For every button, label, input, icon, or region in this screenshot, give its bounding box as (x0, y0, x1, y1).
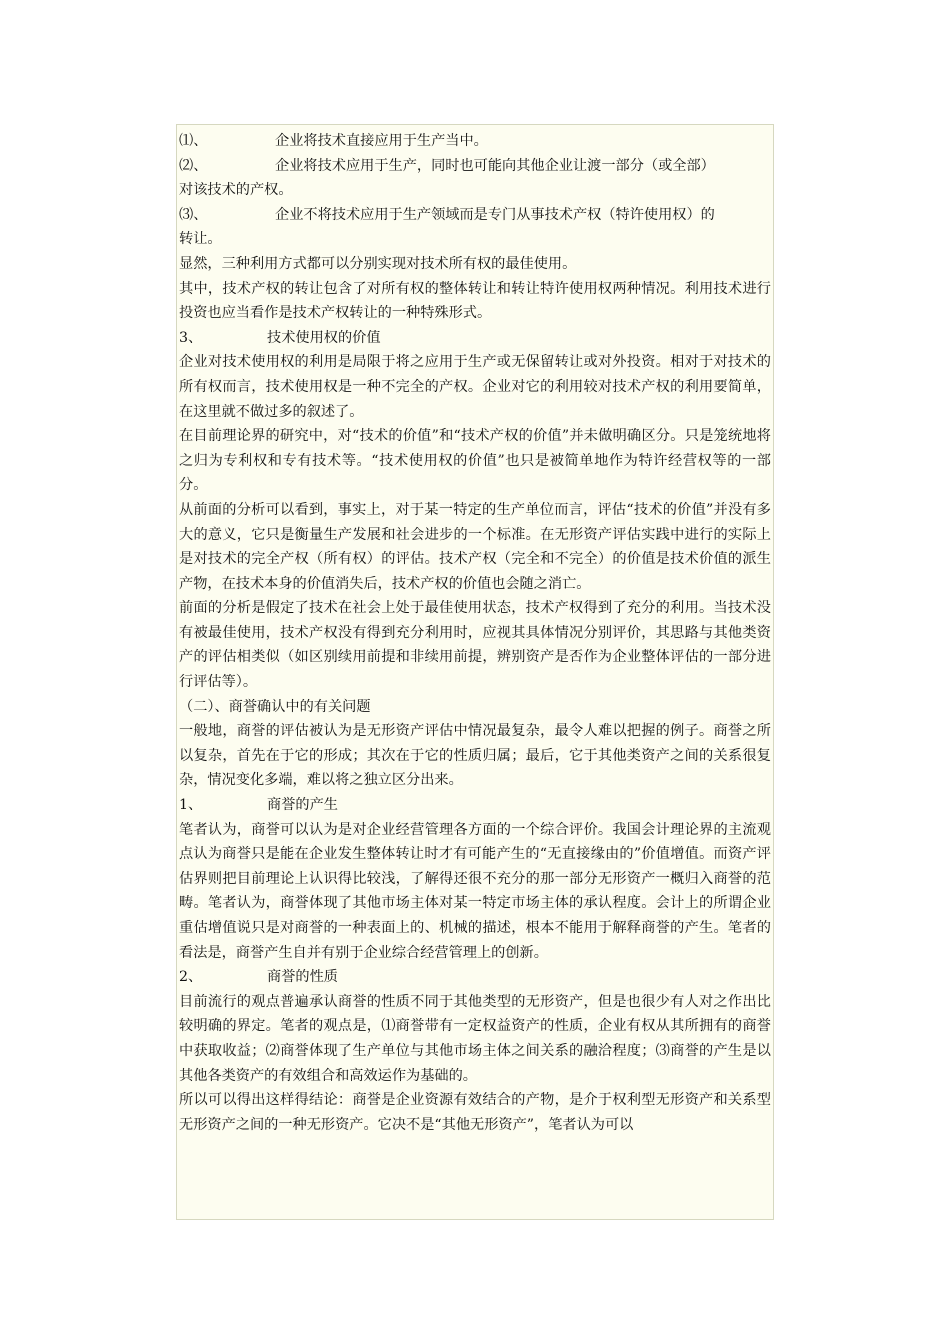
list-text: 企业将技术直接应用于生产当中。 (275, 133, 488, 149)
list-continuation: 转让。 (179, 231, 222, 248)
section-heading: （二）、商誉确认中的有关问题 (179, 698, 371, 715)
paragraph: 显然，三种利用方式都可以分别实现对技术所有权的最佳使用。 (179, 255, 577, 272)
paragraph: 前面的分析是假定了技术在社会上处于最佳使用状态，技术产权得到了充分的利用。当技术没有被最佳使用，技术产权没有得到充分利用时，应视其具体情况分别评价，其思路与其他类资产的评估相类似（如区别续用前提和非续用前提，辨别资产是否作为企业整体评估的一部分进行评估等）。 (179, 600, 771, 691)
subheading-title: 商誉的产生 (267, 797, 338, 814)
subheading-number: 3、 (179, 329, 203, 346)
paragraph: 从前面的分析可以看到，事实上，对于某一特定的生产单位而言，评估“技术的价值”并没有多大的意义，它只是衡量生产发展和社会进步的一个标准。在无形资产评估实践中进行的实际上是对技术的完全产权（所有权）的评估。技术产权（完全和不完全）的价值是技术价值的派生产物，在技术本身的价值消失后，技术产权的价值也会随之消亡。 (179, 501, 771, 592)
subheading-title: 商誉的性质 (267, 969, 338, 986)
list-number: ⑵、 (179, 157, 208, 174)
paragraph: 目前流行的观点普遍承认商誉的性质不同于其他类型的无形资产，但是也很少有人对之作出比较明确的界定。笔者的观点是，⑴商誉带有一定权益资产的性质，企业有权从其所拥有的商誉中获取收益；⑵商誉体现了生产单位与其他市场主体之间关系的融洽程度；⑶商誉的产生是以其他各类资产的有效组合和高效运作为基础的。 (179, 993, 771, 1084)
document-frame (176, 124, 774, 1220)
subheading (179, 326, 771, 351)
paragraph: 企业对技术使用权的利用是局限于将之应用于生产或无保留转让或对外投资。相对于对技术的所有权而言，技术使用权是一种不完全的产权。企业对它的利用较对技术产权的利用要简单，在这里就不做过多的叙述了。 (179, 354, 771, 420)
list-item (179, 203, 771, 228)
subheading-number: 1、 (179, 797, 203, 814)
list-text: 企业不将技术应用于生产领域而是专门从事技术产权（特许使用权）的 (275, 206, 715, 223)
subheading (179, 965, 771, 990)
document-body (177, 125, 773, 1137)
paragraph: 笔者认为，商誉可以认为是对企业经营管理各方面的一个综合评价。我国会计理论界的主流观点认为商誉只是能在企业发生整体转让时才有可能产生的“无直接缘由的”价值增值。而资产评估界则把目前理论上认识得比较浅，了解得还很不充分的那一部分无形资产一概归入商誉的范畴。笔者认为，商誉体现了其他市场主体对某一特定市场主体的承认程度。会计上的所谓企业重估增值说只是对商誉的一种表面上的、机械的描述，根本不能用于解释商誉的产生。笔者的看法是，商誉产生自并有别于企业综合经营管理上的创新。 (179, 821, 771, 961)
paragraph: 其中，技术产权的转让包含了对所有权的整体转让和转让特许使用权两种情况。利用技术进行投资也应当看作是技术产权转让的一种特殊形式。 (179, 280, 771, 322)
list-number: ⑴、 (179, 133, 208, 149)
list-number: ⑶、 (179, 206, 208, 223)
paragraph: 在目前理论界的研究中，对“技术的价值”和“技术产权的价值”并未做明确区分。只是笼统地将之归为专利权和专有技术等。“技术使用权的价值”也只是被简单地作为特许经营权等的一部分。 (179, 428, 771, 494)
subheading-number: 2、 (179, 969, 203, 986)
list-text: 企业将技术应用于生产，同时也可能向其他企业让渡一部分（或全部） (275, 157, 715, 174)
list-item (179, 154, 771, 179)
list-continuation: 对该技术的产权。 (179, 182, 293, 199)
subheading (179, 793, 771, 818)
paragraph: 一般地，商誉的评估被认为是无形资产评估中情况最复杂，最令人难以把握的例子。商誉之所以复杂，首先在于它的形成；其次在于它的性质归属；最后，它于其他类资产之间的关系很复杂，情况变化多端，难以将之独立区分出来。 (179, 723, 771, 789)
paragraph: 所以可以得出这样得结论：商誉是企业资源有效结合的产物，是介于权利型无形资产和关系型无形资产之间的一种无形资产。它决不是“其他无形资产”，笔者认为可以 (179, 1092, 771, 1133)
subheading-title: 技术使用权的价值 (267, 329, 381, 346)
list-item (179, 129, 771, 154)
